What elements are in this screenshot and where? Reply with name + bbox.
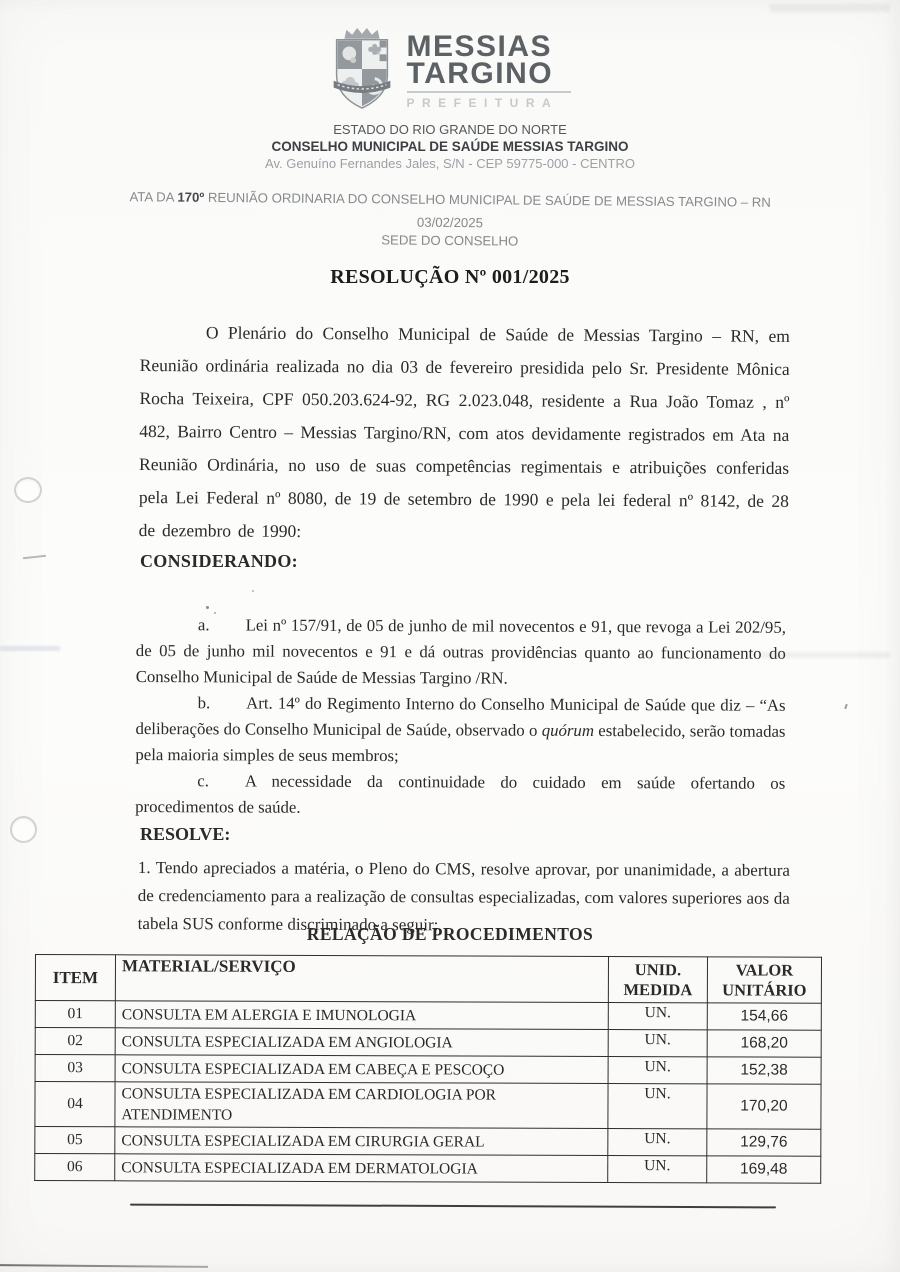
table-row bbox=[35, 1028, 821, 1058]
considering-item-c bbox=[135, 768, 785, 823]
org-state-line: ESTADO DO RIO GRANDE DO NORTE bbox=[333, 122, 567, 137]
cell-unit: UN. bbox=[608, 1129, 707, 1156]
column-header-item: ITEM bbox=[35, 955, 115, 1001]
unit-header-line1: UNID. bbox=[634, 959, 682, 979]
resolution-title: RESOLUÇÃO Nº 001/2025 bbox=[330, 266, 570, 288]
cell-value: 169,48 bbox=[707, 1156, 821, 1183]
logo-name-line2: TARGINO bbox=[406, 57, 554, 90]
procedures-table-title: RELAÇÃO DE PROCEDIMENTOS bbox=[306, 924, 594, 944]
scan-speck bbox=[252, 590, 254, 592]
table-header-row bbox=[35, 955, 821, 1004]
meeting-date: 03/02/2025 bbox=[416, 214, 484, 231]
item-marker: c. bbox=[197, 771, 209, 791]
item-text: estabelecido, serão tomadas pela maioria simples de seus membros; bbox=[135, 720, 786, 766]
cell-material: CONSULTA EM ALERGIA E IMUNOLOGIA bbox=[115, 1001, 608, 1030]
item-text: A necessidade da continuidade do cuidado em saúde ofertando os procedimentos de saúde. bbox=[135, 771, 786, 817]
scan-speck bbox=[844, 704, 847, 709]
coat-of-arms-icon bbox=[330, 26, 394, 112]
considering-items bbox=[135, 612, 786, 823]
unit-header-line2: MEDIDA bbox=[623, 979, 693, 999]
column-header-value bbox=[707, 957, 821, 1003]
punch-hole bbox=[14, 477, 42, 503]
logo-name-line1: MESSIAS bbox=[406, 30, 553, 63]
resolution-preamble: O Plenário do Conselho Municipal de Saúde de Messias Targino – RN, em Reunião ordinária realizada no dia 03 de fevereiro presidida pelo Sr. Presidente Mônica Rocha Teixeira, CPF 050.203.624-92, RG 2.023.048, residente a Rua João Tomaz , nº 482, Bairro Centro – Messias Targino/RN, com atos devidamente registrados em Ata na Reunião Ordinária, no uso de suas competências regimentais e atribuições conferidas pela Lei Federal nº 8080, de 19 de setembro de 1990 e pela lei federal nº 8142, de 28 de dezembro de 1990: bbox=[138, 322, 790, 541]
cell-unit: UN. bbox=[608, 1057, 707, 1084]
cell-item: 03 bbox=[35, 1055, 115, 1082]
cell-material: CONSULTA ESPECIALIZADA EM CABEÇA E PESCOÇO bbox=[115, 1055, 608, 1084]
logo-wordmark bbox=[407, 26, 571, 110]
cell-material: CONSULTA ESPECIALIZADA EM CARDIOLOGIA POR ATENDIMENTO bbox=[115, 1082, 608, 1129]
signature-rule bbox=[130, 1204, 776, 1209]
cell-unit: UN. bbox=[608, 1084, 707, 1129]
meeting-reference bbox=[0, 188, 900, 253]
cell-value: 129,76 bbox=[707, 1129, 821, 1156]
resolve-paragraph: 1. Tendo apreciados a matéria, o Pleno do CMS, resolve aprovar, por unanimidade, a abertura de credenciamento para a realização de consultas especializadas, com valores superiores aos da tabela SUS conforme discriminado a seguir: bbox=[137, 857, 790, 935]
organization-block bbox=[0, 121, 900, 172]
cell-value: 168,20 bbox=[707, 1030, 821, 1057]
column-header-material: MATERIAL/SERVIÇO bbox=[115, 955, 608, 1003]
cell-item: 05 bbox=[35, 1127, 115, 1154]
value-header-line2: UNITÁRIO bbox=[722, 979, 807, 1000]
punch-hole bbox=[10, 816, 37, 843]
cell-item: 01 bbox=[35, 1001, 115, 1028]
cell-material: CONSULTA ESPECIALIZADA EM CIRURGIA GERAL bbox=[115, 1127, 608, 1156]
considering-heading: CONSIDERANDO: bbox=[140, 551, 298, 571]
scan-smudge bbox=[23, 555, 46, 559]
cell-value: 154,66 bbox=[707, 1003, 821, 1030]
scan-speck bbox=[206, 606, 209, 609]
cell-unit: UN. bbox=[608, 1030, 707, 1057]
ata-number: 170º bbox=[177, 189, 205, 205]
value-header-line1: VALOR bbox=[735, 959, 794, 980]
meeting-venue: SEDE DO CONSELHO bbox=[381, 232, 519, 249]
page-edge-artifact bbox=[0, 1264, 208, 1268]
cell-material: CONSULTA ESPECIALIZADA EM ANGIOLOGIA bbox=[115, 1028, 608, 1057]
table-row bbox=[35, 1127, 821, 1157]
scan-smudge bbox=[0, 646, 60, 651]
letterhead bbox=[0, 26, 900, 172]
cell-item: 02 bbox=[35, 1028, 115, 1055]
cell-item: 06 bbox=[35, 1154, 115, 1181]
cell-unit: UN. bbox=[608, 1156, 707, 1183]
logo-divider bbox=[407, 91, 571, 93]
table-row bbox=[35, 1055, 821, 1085]
item-text: Art. 14º do Regimento Interno do Conselho Municipal de Saúde que diz – “As deliberações do Conselho Municipal de Saúde, observado o bbox=[135, 693, 786, 740]
scan-speck bbox=[214, 612, 216, 614]
scan-smudge bbox=[770, 4, 890, 12]
meeting-ata-line bbox=[0, 188, 900, 212]
cell-item: 04 bbox=[35, 1082, 115, 1127]
cell-value: 170,20 bbox=[707, 1084, 821, 1129]
cell-material: CONSULTA ESPECIALIZADA EM DERMATOLOGIA bbox=[115, 1154, 608, 1183]
table-row bbox=[35, 1154, 821, 1184]
cell-unit: UN. bbox=[608, 1003, 707, 1030]
prefecture-logo bbox=[0, 26, 900, 112]
org-council-line: CONSELHO MUNICIPAL DE SAÚDE MESSIAS TARGINO bbox=[271, 139, 629, 154]
ata-suffix: REUNIÃO ORDINARIA DO CONSELHO MUNICIPAL DE SAÚDE DE MESSIAS TARGINO – RN bbox=[204, 189, 771, 210]
considering-item-b bbox=[135, 690, 785, 771]
cell-value: 152,38 bbox=[707, 1057, 821, 1084]
considering-item-a bbox=[136, 612, 786, 693]
item-text: Lei nº 157/91, de 05 de junho de mil novecentos e 91, que revoga a Lei 202/95, de 05 de junho mil novecentos e 91 e dá outras providências quanto ao funcionamento do Conselho Municipal de Saúde de Messias Targino /RN. bbox=[135, 615, 786, 688]
ata-prefix: ATA DA bbox=[129, 189, 178, 205]
logo-subtitle: PREFEITURA bbox=[406, 96, 559, 110]
item-italic-word: quórum bbox=[541, 720, 595, 740]
org-address-line: Av. Genuíno Fernandes Jales, S/N - CEP 59775-000 - CENTRO bbox=[265, 156, 635, 171]
item-marker: a. bbox=[197, 615, 210, 635]
column-header-unit bbox=[608, 957, 707, 1003]
scan-smudge bbox=[760, 652, 890, 658]
table-row bbox=[35, 1001, 821, 1031]
table-row bbox=[35, 1082, 821, 1130]
resolve-heading: RESOLVE: bbox=[140, 824, 231, 844]
item-marker: b. bbox=[197, 693, 211, 713]
procedures-table bbox=[34, 954, 822, 1184]
